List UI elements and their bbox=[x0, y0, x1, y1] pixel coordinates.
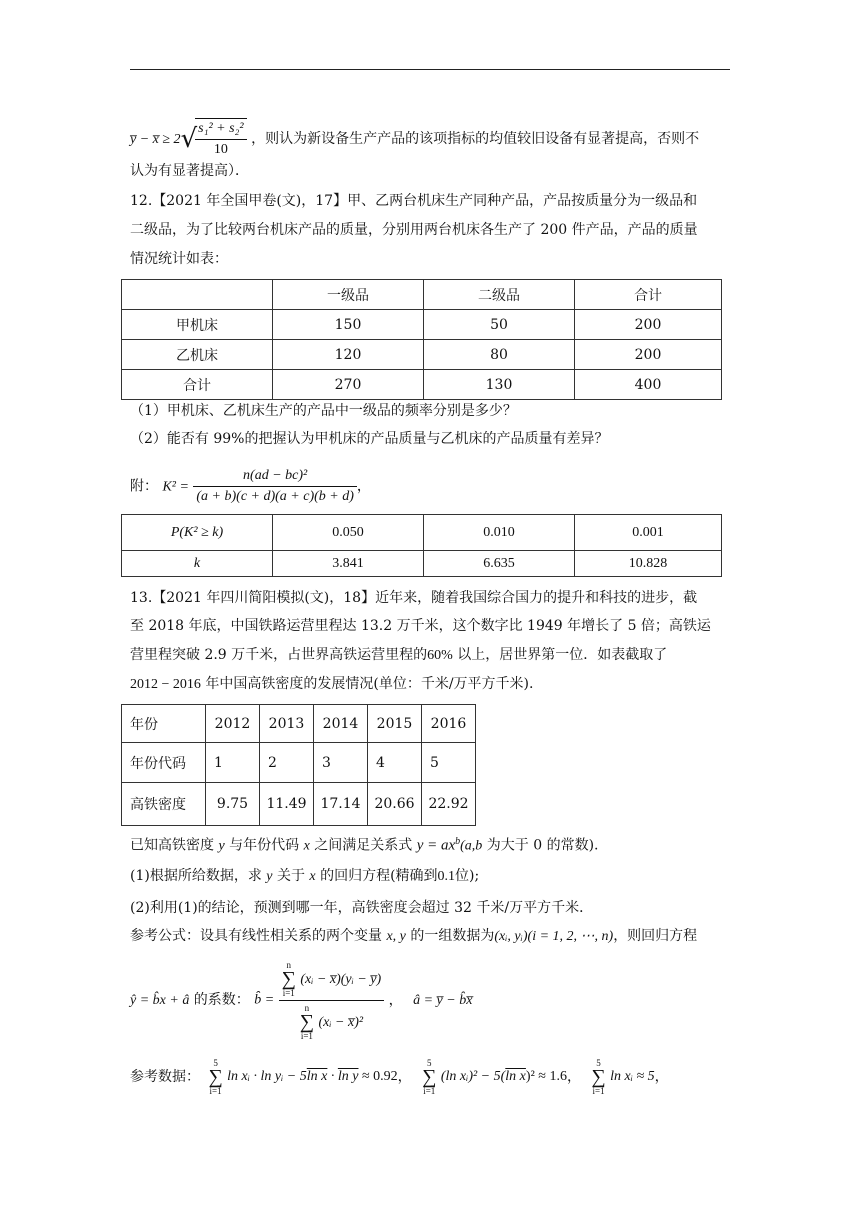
prev-line1-text: ，则认为新设备生产产品的该项指标的均值较旧设备有显著提高，否则不 bbox=[251, 131, 700, 147]
q13-known: 已知高铁密度 y 与年份代码 x 之间满足关系式 $y = ax^b(a,b$ 为大于 0 的常数). bbox=[130, 836, 599, 854]
quality-table bbox=[121, 279, 722, 400]
chi-square-formula: 附： K² = $\frac{\text{n(ad − bc)²}}{(a + b)(c + d)(a + c)(b + d)}$ ， bbox=[130, 468, 371, 504]
q12-line1: 12.【2021 年全国甲卷(文)，17】甲、乙两台机床生产同种产品，产品按质量分为一级品和 bbox=[130, 193, 698, 209]
q12-sub2: （2）能否有 99%的把握认为甲机床的产品质量与乙机床的产品质量有差异？ bbox=[130, 431, 609, 447]
variance-fraction: $\frac{\text{s₁² + s₂²}}{10}$ bbox=[195, 118, 246, 160]
q13-line1: 13.【2021 年四川简阳模拟(文)，18】近年来，随着我国综合国力的提升和科技的进步，截 bbox=[130, 590, 698, 606]
reference-data: 参考数据： 5 ∑ i=1 ln xᵢ · ln yᵢ − 5ln x · ln y ≈ 0.92， 5 ∑ i=1 (ln xᵢ)² − 5(ln x)² ≈ 1.6， 5 ∑ i=1 ln xᵢ ≈ 5， bbox=[130, 1058, 669, 1096]
q12-sub1: （1）甲机床、乙机床生产的产品中一级品的频率分别是多少？ bbox=[130, 403, 517, 419]
rail-density-table bbox=[121, 704, 476, 826]
table-row: 乙机床 120 80 200 bbox=[122, 340, 722, 370]
table-row: 年份 2012 2013 2014 2015 2016 bbox=[122, 705, 476, 743]
prev-line2: 认为有显著提高）． bbox=[130, 163, 249, 179]
reference-formula-intro: 参考公式：设具有线性相关系的两个变量 x, y 的一组数据为(xᵢ, yᵢ)(i = 1, 2, ⋯, n)，则回归方程 bbox=[130, 928, 698, 944]
table-row: P(K² ≥ k) 0.050 0.010 0.001 bbox=[122, 515, 722, 551]
table-row: 高铁密度 9.75 11.49 17.14 20.66 22.92 bbox=[122, 783, 476, 826]
critical-value-table bbox=[121, 514, 722, 577]
regression-formula: ŷ = b̂x + â 的系数： b̂ = n ∑ i=1 (xᵢ − x̅)(yᵢ − y̅) n ∑ i=1 (xᵢ − x̅)² ， â = y̅ − b̂x̅ bbox=[130, 960, 473, 1041]
q13-part1: (1)根据所给数据，求 y 关于 x 的回归方程(精确到0.1位); bbox=[130, 868, 480, 884]
q12-line3: 情况统计如表： bbox=[130, 251, 228, 267]
mean-difference-formula: y̅ − x̅ ≥ 2 bbox=[130, 132, 181, 147]
slope-fraction: n ∑ i=1 (xᵢ − x̅)(yᵢ − y̅) n ∑ i=1 (xᵢ − x̅)² bbox=[279, 960, 385, 1041]
q13-line4: 2012 − 2016 年中国高铁密度的发展情况(单位：千米/万平方千米). bbox=[130, 676, 534, 692]
significance-line: y̅ − x̅ ≥ 2√ $\frac{\text{s₁² + s₂²}}{10}$ ，则认为新设备生产产品的该项指标的均值较旧设备有显著提高，否则不 bbox=[130, 118, 699, 160]
table-row: 合计 270 130 400 bbox=[122, 370, 722, 400]
header-rule bbox=[130, 69, 730, 70]
table-row: 一级品 二级品 合计 bbox=[122, 280, 722, 310]
q13-line2: 至 2018 年底，中国铁路运营里程达 13.2 万千米，这个数字比 1949 年增长了 5 倍；高铁运 bbox=[130, 618, 711, 634]
table-row: 年份代码 1 2 3 4 5 bbox=[122, 743, 476, 783]
table-row: 甲机床 150 50 200 bbox=[122, 310, 722, 340]
q13-part2: (2)利用(1)的结论，预测到哪一年，高铁密度会超过 32 千米/万平方千米． bbox=[130, 900, 594, 916]
table-row: k 3.841 6.635 10.828 bbox=[122, 551, 722, 577]
q13-line3: 营里程突破 2.9 万千米，占世界高铁运营里程的60% 以上，居世界第一位．如表截取了 bbox=[130, 647, 668, 663]
q12-line2: 二级品，为了比较两台机床产品的质量，分别用两台机床各生产了 200 件产品，产品的质量 bbox=[130, 222, 698, 238]
